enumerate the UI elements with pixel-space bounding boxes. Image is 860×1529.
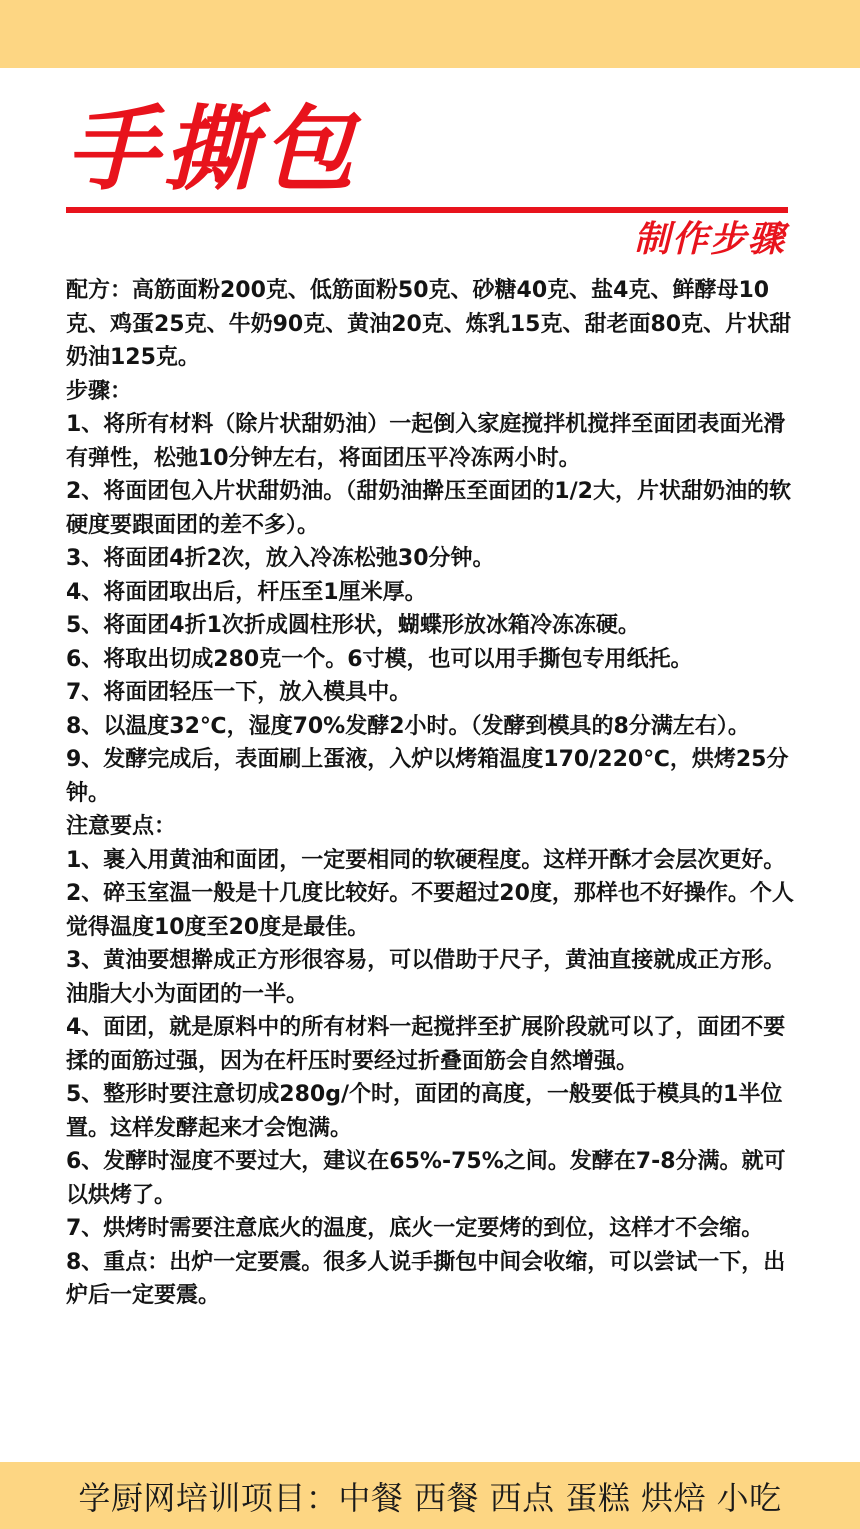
note-item: 7、烘烤时需要注意底火的温度，底火一定要烤的到位，这样才不会缩。 [66,1216,764,1241]
note-item: 8、重点：出炉一定要震。很多人说手撕包中间会收缩，可以尝试一下，出炉后一定要震。 [66,1249,786,1308]
step-item: 6、将取出切成280克一个。6寸模，也可以用手撕包专用纸托。 [66,646,693,672]
formula-text: 配方：高筋面粉200克、低筋面粉50克、砂糖40克、盐4克、鲜酵母10克、鸡蛋25克、牛奶90克、黄油20克、炼乳15克、甜老面80克、片状甜奶油125克。 [66,278,792,370]
note-item: 3、黄油要想擀成正方形很容易，可以借助于尺子，黄油直接就成正方形。油脂大小为面团的一半。 [66,948,786,1007]
note-item: 1、裹入用黄油和面团，一定要相同的软硬程度。这样开酥才会层次更好。 [66,847,786,873]
title-divider [66,207,788,213]
note-item: 2、碎玉室温一般是十几度比较好。不要超过20度，那样也不好操作。个人觉得温度10度至20度是最佳。 [66,881,794,940]
step-item: 1、将所有材料（除片状甜奶油）一起倒入家庭搅拌机搅拌至面团表面光滑有弹性，松弛10分钟左右，将面团压平冷冻两小时。 [66,412,786,471]
note-item: 6、发酵时湿度不要过大，建议在65%-75%之间。发酵在7-8分满。就可以烘烤了。 [66,1149,786,1208]
step-item: 9、发酵完成后，表面刷上蛋液，入炉以烤箱温度170/220℃，烘烤25分钟。 [66,747,789,806]
step-item: 5、将面团4折1次折成圆柱形状，蝴蝶形放冰箱冷冻冻硬。 [66,613,640,638]
recipe-body [66,274,796,1313]
footer-text: 学厨网培训项目：中餐 西餐 西点 蛋糕 烘焙 小吃 [78,1478,782,1517]
page-title: 手撕包 [66,96,361,203]
top-band [0,0,860,68]
note-item: 5、整形时要注意切成280g/个时，面团的高度，一般要低于模具的1半位置。这样发酵起来才会饱满。 [66,1082,783,1141]
notes-heading: 注意要点： [66,814,177,839]
step-item: 4、将面团取出后，杆压至1厘米厚。 [66,579,427,605]
step-item: 7、将面团轻压一下，放入模具中。 [66,680,412,705]
footer-band [0,1462,860,1529]
note-item: 4、面团，就是原料中的所有材料一起搅拌至扩展阶段就可以了，面团不要揉的面筋过强，因为在杆压时要经过折叠面筋会自然增强。 [66,1015,786,1074]
page-subtitle: 制作步骤 [633,219,786,260]
step-item: 8、以温度32℃，湿度70%发酵2小时。（发酵到模具的8分满左右）。 [66,713,750,739]
step-item: 3、将面团4折2次，放入冷冻松弛30分钟。 [66,546,495,571]
step-item: 2、将面团包入片状甜奶油。（甜奶油擀压至面团的1/2大，片状甜奶油的软硬度要跟面团的差不多）。 [66,479,791,538]
steps-heading: 步骤： [66,378,133,404]
